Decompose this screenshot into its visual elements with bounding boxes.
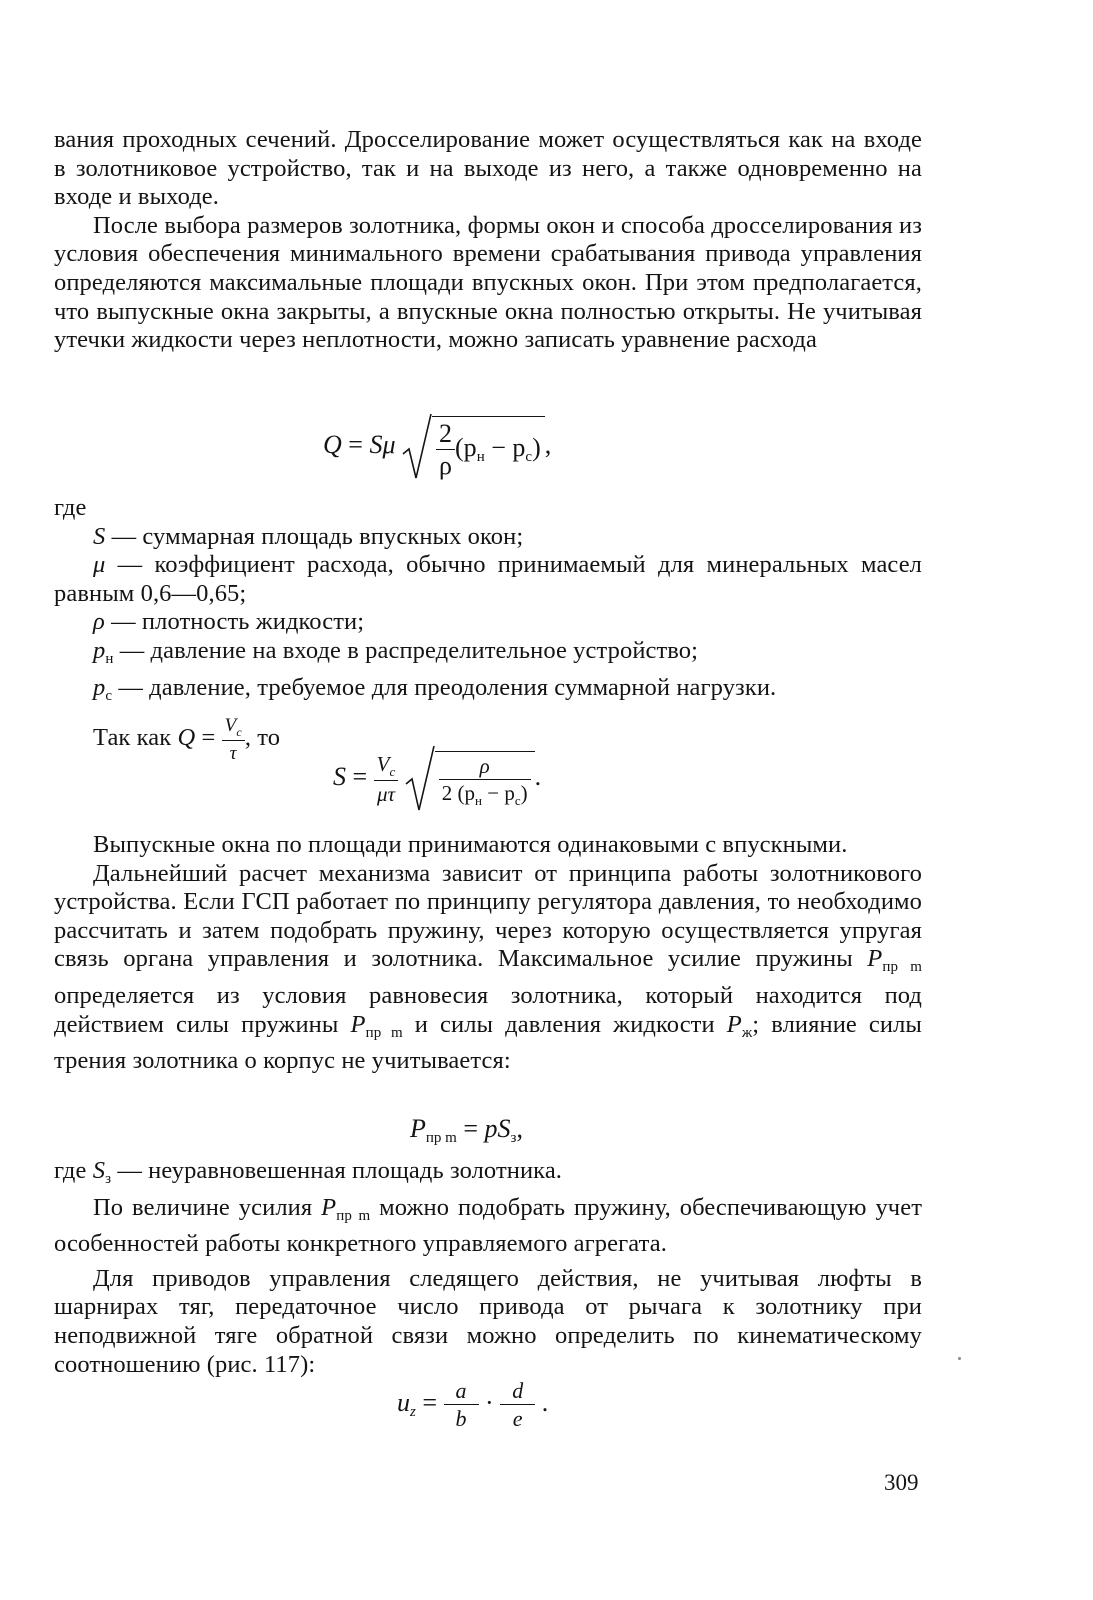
formula-area-den-sub-c: с bbox=[514, 793, 521, 808]
where-label: где bbox=[54, 494, 87, 521]
formula-gear-den-e: e bbox=[512, 1406, 523, 1431]
definition-pn bbox=[54, 637, 922, 674]
formula-area-num-sub: с bbox=[389, 763, 396, 779]
definition-s bbox=[54, 523, 922, 552]
spring-calc-sub3: ж bbox=[741, 1024, 753, 1041]
formula-flow-pressure-open: (p bbox=[455, 432, 477, 462]
definition-pc-text: — давление, требуемое для преодоления суммарной нагрузки. bbox=[112, 673, 777, 701]
text-block-conclusion bbox=[54, 1157, 922, 1379]
formula-gear-period: . bbox=[541, 1387, 549, 1417]
formula-area-denominator: μτ bbox=[376, 781, 395, 806]
formula-flow-fraction bbox=[436, 418, 455, 480]
spring-selection-text-a: По величине усилия bbox=[93, 1193, 322, 1221]
formula-flow-close: ) bbox=[532, 432, 541, 462]
since-denominator: τ bbox=[229, 743, 237, 765]
formula-area-numerator bbox=[374, 751, 399, 781]
formula-area-inner-fraction bbox=[439, 756, 531, 807]
since-num-sub: с bbox=[236, 725, 242, 740]
definition-rho-text: — плотность жидкости; bbox=[104, 608, 365, 636]
formula-spring-sub: пр m bbox=[425, 1130, 457, 1146]
since-fraction bbox=[222, 716, 245, 763]
formula-area-s: S bbox=[333, 761, 346, 791]
formula-spring-ps: pS bbox=[484, 1114, 511, 1143]
formula-flow-radicand bbox=[432, 416, 545, 479]
text-block-intro bbox=[54, 126, 922, 355]
paragraph-spring-calc bbox=[54, 860, 922, 1076]
formula-flow-sub-c: с bbox=[525, 448, 533, 465]
formula-gear-u: u bbox=[397, 1387, 410, 1417]
definition-s-symbol: S bbox=[93, 522, 106, 550]
since-eq: = bbox=[195, 724, 222, 752]
formula-area-inner-denominator bbox=[439, 780, 531, 807]
formula-spring-eq: = bbox=[456, 1114, 485, 1143]
formula-spring-p: P bbox=[410, 1114, 426, 1143]
paragraph-gear-ratio: Для приводов управления следящего действия, не учитывая люфты в шарнирах тяг, передаточное число привода от рычага к золотнику при неподвижной тяге обратной связи можно определить по кинематическому соотношению (рис. 117): bbox=[54, 1264, 922, 1378]
since-num-v: V bbox=[224, 715, 237, 737]
formula-spring-sub2: з bbox=[510, 1130, 517, 1146]
formula-gear-eq: = bbox=[422, 1387, 438, 1417]
formula-area-fraction bbox=[374, 751, 399, 806]
square-root-sign bbox=[402, 412, 432, 482]
formula-area-den-open: 2 (p bbox=[441, 781, 476, 805]
definition-pn-text: — давление на входе в распределительное устройство; bbox=[113, 636, 699, 664]
formula-flow-rate bbox=[323, 412, 551, 482]
formula-area-period: . bbox=[534, 761, 542, 791]
formula-flow-minus: − p bbox=[484, 432, 526, 462]
where-unbalanced-text: — неуравновешенная площадь золотника. bbox=[111, 1157, 563, 1184]
formula-gear-sub-z: z bbox=[410, 1403, 416, 1420]
definition-pn-subscript: н bbox=[105, 650, 114, 667]
formula-area-den-close: ) bbox=[520, 781, 528, 805]
formula-flow-eq: = bbox=[348, 429, 363, 459]
definition-pc-subscript: с bbox=[105, 687, 113, 704]
where-unbalanced-prefix: где bbox=[54, 1157, 93, 1184]
spring-calc-sym2: P bbox=[350, 1010, 366, 1038]
since-suffix: , то bbox=[244, 724, 281, 752]
since-q: Q bbox=[177, 724, 196, 752]
formula-area bbox=[333, 744, 541, 814]
formula-flow-denominator: ρ bbox=[439, 450, 452, 480]
formula-gear-dot: · bbox=[485, 1387, 494, 1417]
spring-selection-text-b: можно подобрать пружину, обеспечивающую учет особенностей работы конкретного управляемого агрегата. bbox=[54, 1193, 922, 1258]
definition-pc bbox=[54, 674, 922, 711]
definition-mu-symbol: μ bbox=[93, 551, 106, 579]
formula-flow-s: S bbox=[369, 429, 383, 459]
formula-flow-sub-n: н bbox=[476, 448, 485, 465]
definition-rho bbox=[54, 608, 922, 637]
spring-calc-sub2: пр m bbox=[365, 1024, 403, 1041]
formula-area-den-sub-n: н bbox=[475, 793, 482, 808]
formula-flow-mu: μ bbox=[382, 429, 396, 459]
square-root-sign-2 bbox=[405, 744, 435, 814]
scan-speck bbox=[958, 1357, 961, 1360]
since-numerator bbox=[222, 716, 245, 741]
formula-area-radicand bbox=[435, 751, 535, 807]
definition-rho-symbol: ρ bbox=[93, 608, 105, 636]
definition-pc-symbol: p bbox=[93, 673, 106, 701]
spring-calc-text-b: определяется из условия равновесия золотника, который находится под действием силы пружины bbox=[54, 981, 922, 1038]
where-unbalanced-sym: S bbox=[92, 1157, 106, 1184]
spring-calc-text-d: ; влияние силы трения золотника о корпус не учитывается: bbox=[54, 1010, 922, 1075]
formula-spring-comma: , bbox=[516, 1114, 523, 1143]
where-unbalanced-area bbox=[54, 1157, 922, 1194]
formula-gear-fraction-1 bbox=[444, 1380, 479, 1430]
definition-s-text: — суммарная площадь впускных окон; bbox=[105, 522, 524, 550]
definition-pn-symbol: p bbox=[93, 636, 106, 664]
paragraph-spool-sizing: После выбора размеров золотника, формы окон и способа дросселирования из условия обеспечения минимального времени срабатывания привода управления определяются максимальные площади впускных окон. При этом предполагается, что выпускные окна закрыты, а впускные окна полностью открыты. Не учитывая утечки жидкости через неплотности, можно записать уравнение расхода bbox=[54, 211, 922, 354]
spring-selection-sym: P bbox=[321, 1193, 337, 1221]
spring-calc-text-a: Дальнейший расчет механизма зависит от принципа работы золотникового устройства. Если ГСП работает по принципу регулятора давления, то необходимо рассчитать и затем подобрать пружину, через которую осуществляется упругая связь органа управления и золотника. Максимальное усилие пружины bbox=[54, 859, 922, 973]
formula-gear-fraction-2 bbox=[500, 1380, 535, 1430]
definition-mu-text: — коэффициент расхода, обычно принимаемый для минеральных масел равным 0,6—0,65; bbox=[54, 551, 922, 607]
formula-area-num-v: V bbox=[376, 751, 390, 776]
paragraph-throttling: вания проходных сечений. Дросселирование может осуществляться как на входе в золотниковое устройство, так и на выходе из него, а также одновременно на входе и выходе. bbox=[54, 126, 922, 211]
paragraph-spring-selection bbox=[54, 1194, 922, 1259]
spring-calc-sym3: P bbox=[726, 1010, 742, 1038]
formula-gear-num-d: d bbox=[500, 1380, 535, 1405]
text-block-mechanism bbox=[54, 831, 922, 1076]
spring-calc-sub1: пр m bbox=[882, 959, 922, 976]
formula-spring-force bbox=[410, 1114, 523, 1147]
formula-flow-q: Q bbox=[323, 429, 342, 459]
formula-area-rho: ρ bbox=[439, 756, 531, 780]
since-prefix: Так как bbox=[93, 724, 178, 752]
formula-flow-numerator: 2 bbox=[436, 421, 455, 450]
formula-area-eq: = bbox=[352, 761, 368, 791]
formula-area-den-minus: − p bbox=[482, 781, 515, 805]
spring-selection-sub: пр m bbox=[336, 1207, 371, 1224]
paragraph-outlet-windows: Выпускные окна по площади принимаются одинаковыми с впускными. bbox=[93, 831, 848, 858]
spring-calc-text-c: и силы давления жидкости bbox=[402, 1010, 727, 1038]
page-number: 309 bbox=[884, 1470, 919, 1495]
formula-gear-den-b: b bbox=[455, 1406, 467, 1431]
formula-flow-comma: , bbox=[544, 429, 552, 459]
text-block-definitions bbox=[54, 494, 922, 763]
formula-gear-num-a: a bbox=[444, 1380, 479, 1405]
where-unbalanced-sub: з bbox=[105, 1171, 112, 1187]
spring-calc-sym1: P bbox=[867, 945, 883, 973]
definition-mu bbox=[54, 551, 922, 608]
formula-gear-ratio bbox=[397, 1380, 548, 1430]
